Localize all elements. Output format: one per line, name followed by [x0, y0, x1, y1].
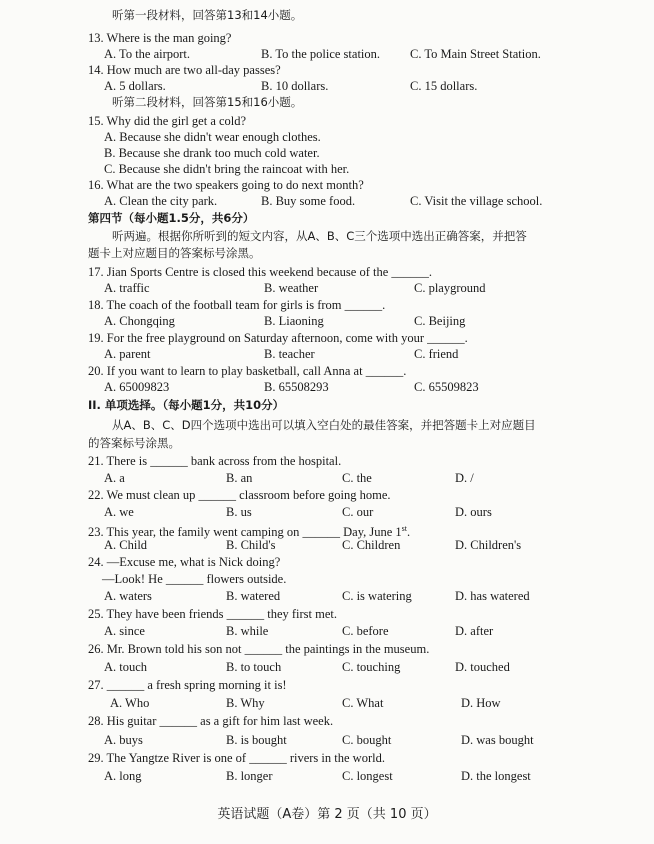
q21-option-c: C. the [342, 471, 372, 485]
q26-option-d: D. touched [455, 660, 510, 674]
part3-instruction-1: 听第一段材料，回答第13和14小题。 [112, 8, 303, 22]
q28-option-b: B. is bought [226, 733, 287, 747]
q22-option-c: C. our [342, 505, 374, 519]
q21-option-d: D. / [455, 471, 474, 485]
q24-option-c: C. is watering [342, 589, 412, 603]
question-23-end: . [407, 525, 411, 540]
q21-option-a: A. a [104, 471, 125, 485]
question-14: 14. How much are two all-day passes? [88, 63, 281, 77]
q18-option-c: C. Beijing [414, 314, 466, 328]
q17-option-a: A. traffic [104, 281, 150, 295]
q13-option-c: C. To Main Street Station. [410, 47, 541, 61]
q21-option-b: B. an [226, 471, 253, 485]
q15-option-a: A. Because she didn't wear enough clothes. [104, 130, 321, 144]
q17-option-c: C. playground [414, 281, 486, 295]
question-21: 21. There is ______ bank across from the hospital. [88, 454, 342, 468]
question-25: 25. They have been friends ______ they first met. [88, 607, 338, 621]
question-24-reply: —Look! He ______ flowers outside. [102, 572, 287, 586]
question-22: 22. We must clean up ______ classroom before going home. [88, 488, 391, 502]
q25-option-a: A. since [104, 624, 145, 638]
q29-option-b: B. longer [226, 769, 273, 783]
q20-option-c: C. 65509823 [414, 380, 479, 394]
section-2-title: II. 单项选择。（每小题1分，共10分） [88, 398, 285, 412]
q14-option-c: C. 15 dollars. [410, 79, 478, 93]
q25-option-c: C. before [342, 624, 389, 638]
q14-option-a: A. 5 dollars. [104, 79, 166, 93]
q19-option-c: C. friend [414, 347, 459, 361]
q24-option-b: B. watered [226, 589, 281, 603]
q24-option-d: D. has watered [455, 589, 530, 603]
section-4-instruction-1: 听两遍。根据你所听到的短文内容，从A、B、C三个选项中选出正确答案，并把答 [112, 229, 527, 243]
q28-option-d: D. was bought [461, 733, 534, 747]
question-16: 16. What are the two speakers going to do next month? [88, 178, 364, 192]
question-15: 15. Why did the girl get a cold? [88, 114, 247, 128]
question-20: 20. If you want to learn to play basketball, call Anna at ______. [88, 364, 407, 378]
q29-option-a: A. long [104, 769, 142, 783]
q13-option-b: B. To the police station. [261, 47, 381, 61]
q27-option-b: B. Why [226, 696, 265, 710]
q20-option-b: B. 65508293 [264, 380, 329, 394]
q26-option-b: B. to touch [226, 660, 282, 674]
question-24: 24. —Excuse me, what is Nick doing? [88, 555, 281, 569]
question-18: 18. The coach of the football team for girls is from ______. [88, 298, 386, 312]
q16-option-a: A. Clean the city park. [104, 194, 218, 208]
q23-option-c: C. Children [342, 538, 401, 552]
q28-option-c: C. bought [342, 733, 392, 747]
question-19: 19. For the free playground on Saturday afternoon, come with your ______. [88, 331, 468, 345]
question-26: 26. Mr. Brown told his son not ______ the paintings in the museum. [88, 642, 430, 656]
q19-option-a: A. parent [104, 347, 151, 361]
q20-option-a: A. 65009823 [104, 380, 170, 394]
q27-option-a: A. Who [110, 696, 150, 710]
question-17: 17. Jian Sports Centre is closed this weekend because of the ______. [88, 265, 433, 279]
q15-option-c: C. Because she didn't bring the raincoat with her. [104, 162, 350, 176]
part3-instruction-2: 听第二段材料，回答第15和16小题。 [112, 95, 303, 109]
q18-option-a: A. Chongqing [104, 314, 175, 328]
q16-option-b: B. Buy some food. [261, 194, 356, 208]
q13-option-a: A. To the airport. [104, 47, 191, 61]
q19-option-b: B. teacher [264, 347, 315, 361]
q14-option-b: B. 10 dollars. [261, 79, 329, 93]
q27-option-c: C. What [342, 696, 384, 710]
q26-option-c: C. touching [342, 660, 401, 674]
section-4-instruction-2: 题卡上对应题目的答案标号涂黑。 [88, 246, 261, 260]
q22-option-d: D. ours [455, 505, 492, 519]
question-27: 27. ______ a fresh spring morning it is! [88, 678, 287, 692]
q15-option-b: B. Because she drank too much cold water. [104, 146, 320, 160]
question-23-stem: 23. This year, the family went camping on ______ Day, June 1 [88, 525, 402, 540]
q27-option-d: D. How [461, 696, 501, 710]
q23-option-a: A. Child [104, 538, 148, 552]
q17-option-b: B. weather [264, 281, 319, 295]
q23-option-b: B. Child's [226, 538, 276, 552]
page-footer: 英语试题（A卷）第 2 页（共 10 页） [217, 807, 437, 822]
section-4-title: 第四节（每小题1.5分，共6分） [88, 211, 255, 225]
q16-option-c: C. Visit the village school. [410, 194, 543, 208]
q26-option-a: A. touch [104, 660, 148, 674]
q22-option-b: B. us [226, 505, 252, 519]
question-13: 13. Where is the man going? [88, 31, 232, 45]
section-2-instruction-2: 的答案标号涂黑。 [88, 436, 180, 450]
q18-option-b: B. Liaoning [264, 314, 324, 328]
q24-option-a: A. waters [104, 589, 152, 603]
q28-option-a: A. buys [104, 733, 143, 747]
q23-option-d: D. Children's [455, 538, 522, 552]
q25-option-b: B. while [226, 624, 269, 638]
section-2-instruction-1: 从A、B、C、D四个选项中选出可以填入空白处的最佳答案，并把答题卡上对应题目 [112, 418, 536, 432]
q25-option-d: D. after [455, 624, 494, 638]
question-29: 29. The Yangtze River is one of ______ rivers in the world. [88, 751, 385, 765]
question-23-suffix: st [401, 524, 408, 533]
q22-option-a: A. we [104, 505, 134, 519]
q29-option-d: D. the longest [461, 769, 531, 783]
q29-option-c: C. longest [342, 769, 393, 783]
question-28: 28. His guitar ______ as a gift for him last week. [88, 714, 334, 728]
